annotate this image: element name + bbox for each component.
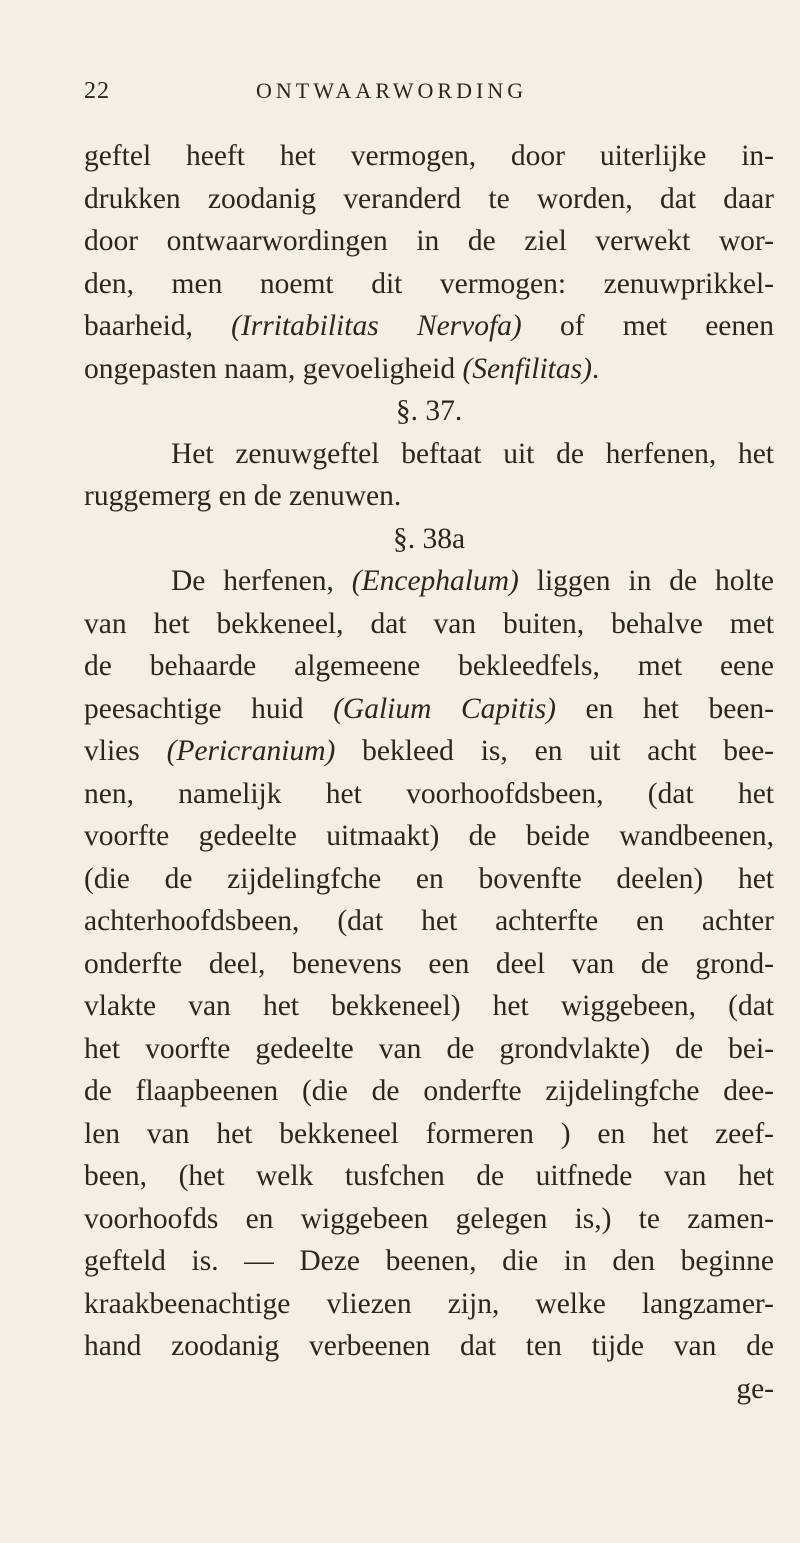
text-line [84,603,774,646]
text-line [84,1325,774,1368]
text-line [84,390,774,433]
text-run: voorhoofds en wiggebeen gelegen is,) te zamen- [84,1202,774,1235]
text-run: baarheid, [84,310,232,342]
text-run: drukken zoodanig veranderd te worden, dat daar [84,182,774,215]
text-run: onderfte deel, benevens een deel van de grond- [84,947,774,980]
text-run: de behaarde algemeene bekleedfels, met eene [84,650,774,682]
text-line [84,1240,774,1283]
text-run: peesachtige huid [84,692,334,725]
text-run: ge- [736,1372,774,1405]
text-run: (die de zijdelingfche en bovenfte deelen) het [84,862,774,895]
running-title: ONTWAARWORDING [256,78,528,103]
text-run: liggen in de holte [518,565,775,597]
latin-term: (Senfilitas) [462,352,592,385]
text-run: achterhoofdsbeen, (dat het achterfte en achter [84,905,774,937]
text-line [84,178,774,221]
text-line [84,773,774,816]
text-line [84,688,774,731]
text-line [84,730,774,773]
text-line [84,943,774,986]
text-line [84,475,774,518]
text-line [84,1028,774,1071]
text-run: van het bekkeneel, dat van buiten, behalve met [84,607,774,640]
text-run: geftel heeft het vermogen, door uiterlijke in- [84,140,774,172]
text-run: en het been- [556,692,774,725]
text-line [84,645,774,688]
text-line [84,220,774,263]
text-run: hand zoodanig verbeenen dat ten tijde van de [84,1330,774,1362]
text-line [84,1113,774,1156]
text-line [84,1198,774,1241]
text-run: den, men noemt dit vermogen: zenuwprikkel- [84,267,774,300]
text-line [84,1155,774,1198]
text-line [84,348,774,391]
text-run: len van het bekkeneel formeren ) en het zeef- [84,1117,774,1150]
body-text [84,135,774,1410]
text-run: ongepasten naam, gevoeligheid [84,352,463,385]
text-line [84,1283,774,1326]
text-line [84,305,774,348]
text-line [84,858,774,901]
page-header [84,78,740,114]
text-run: §. 37. [395,395,463,427]
text-run: het voorfte gedeelte van de grondvlakte) de bei- [84,1032,774,1065]
text-line [84,518,774,561]
latin-term: (Irritabilitas Nervofa) [231,310,522,342]
text-run: . [591,352,600,385]
text-run: vlies [84,735,167,767]
text-line [84,263,774,306]
latin-term: (Galium Capitis) [333,692,557,725]
text-run: Het zenuwgeftel beftaat uit de herfenen, het [171,437,774,470]
text-run: §. 38a [392,522,466,555]
text-line [84,433,774,476]
text-line [84,560,774,603]
latin-term: (Encephalum) [351,565,519,597]
text-run: de flaapbeenen (die de onderfte zijdelingfche dee- [84,1075,774,1107]
text-line [84,900,774,943]
text-run: nen, namelijk het voorhoofdsbeen, (dat het [84,777,774,810]
text-run: gefteld is. — Deze beenen, die in den beginne [84,1245,774,1277]
text-run: vlakte van het bekkeneel) het wiggebeen, (dat [84,990,774,1022]
text-run: ruggemerg en de zenuwen. [84,480,402,512]
text-line [84,135,774,178]
text-line [84,985,774,1028]
text-run: been, (het welk tusfchen de uitfnede van het [84,1160,774,1192]
latin-term: (Pericranium) [166,735,336,767]
text-line [84,1070,774,1113]
text-run: of met eenen [521,310,774,342]
text-run: bekleed is, en uit acht bee- [335,735,774,767]
text-run: kraakbeenachtige vliezen zijn, welke langzamer- [84,1287,774,1320]
text-run: De herfenen, [171,565,352,597]
text-line [84,815,774,858]
text-run: door ontwaarwordingen in de ziel verwekt wor- [84,225,774,257]
page-number: 22 [84,78,110,104]
text-run: voorfte gedeelte uitmaakt) de beide wandbeenen, [84,820,774,852]
text-line [84,1368,774,1411]
